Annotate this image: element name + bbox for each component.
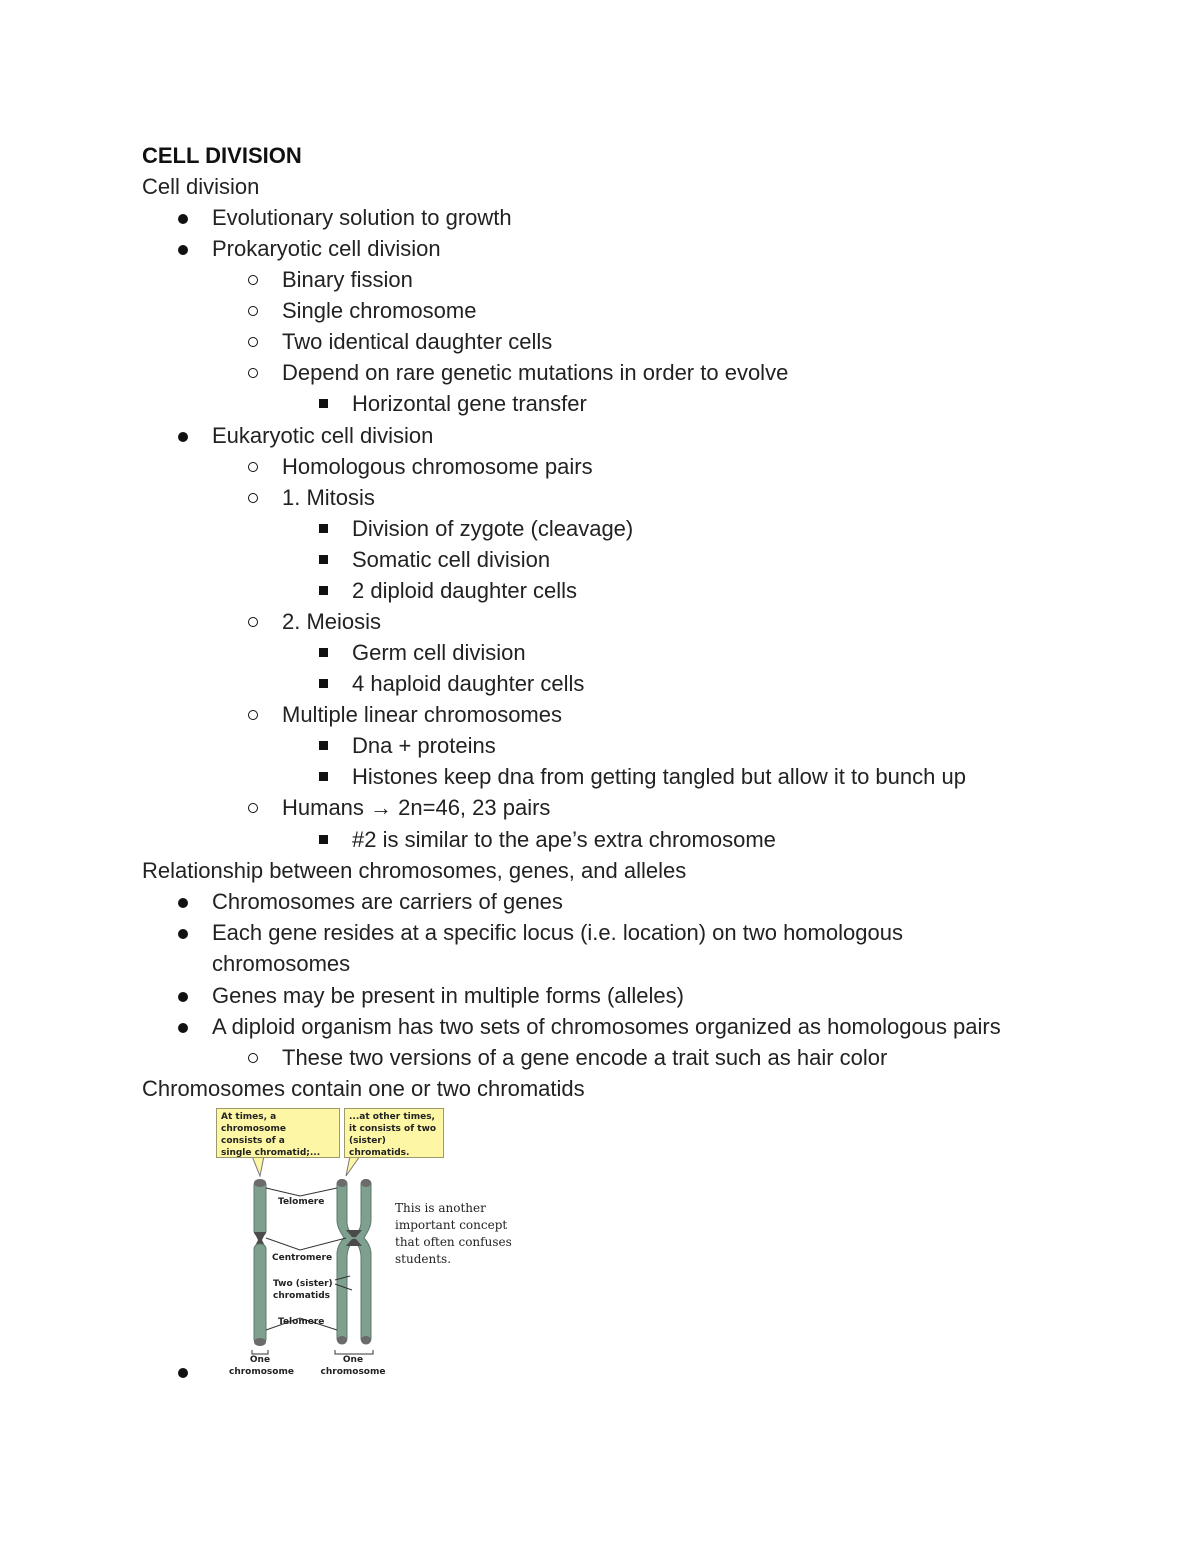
list-item: Horizontal gene transfer: [352, 388, 587, 419]
list-item: 1. Mitosis: [282, 482, 375, 513]
list-item: Genes may be present in multiple forms (alleles): [212, 980, 684, 1011]
list-item: Two identical daughter cells: [282, 326, 552, 357]
empty-bullet: [178, 1368, 188, 1378]
label-line: Two (sister): [273, 1279, 333, 1289]
note-line: students.: [395, 1252, 452, 1266]
callout-pointer-left: [252, 1156, 264, 1176]
note-line: important concept: [395, 1218, 508, 1232]
list-item-continuation: chromosomes: [212, 951, 351, 976]
list-item: A diploid organism has two sets of chromosomes organized as homologous pairs: [212, 1011, 1001, 1042]
callout-two-chromatids: [344, 1108, 444, 1158]
label-line: chromatids: [273, 1291, 331, 1301]
list-item: Homologous chromosome pairs: [282, 451, 593, 482]
list-item: Evolutionary solution to growth: [212, 202, 512, 233]
callout-pointer-right: [346, 1156, 360, 1176]
note-line: This is another: [395, 1201, 486, 1215]
list-item: 2 diploid daughter cells: [352, 575, 577, 606]
callout-text: ...at other times,: [349, 1112, 435, 1122]
label-line: One: [249, 1355, 271, 1365]
label-line: chromosome: [229, 1367, 294, 1377]
list-item: Somatic cell division: [352, 544, 550, 575]
list-item: 4 haploid daughter cells: [352, 668, 584, 699]
list-item: Eukaryotic cell division: [212, 420, 433, 451]
label-sister-chromatids: [273, 1278, 333, 1302]
list-item: Single chromosome: [282, 295, 476, 326]
label-telomere-bottom: Telomere: [278, 1317, 325, 1327]
callout-text: At times, a chromosome: [221, 1112, 286, 1134]
list-item: 2. Meiosis: [282, 606, 381, 637]
callout-text: single chromatid;...: [221, 1148, 321, 1158]
callout-text: (sister) chromatids.: [349, 1136, 410, 1158]
label-centromere: Centromere: [272, 1253, 333, 1263]
section-heading: Chromosomes contain one or two chromatids: [142, 1076, 585, 1101]
page-title: CELL DIVISION: [142, 143, 302, 168]
label-line: chromosome: [320, 1367, 386, 1377]
chromosome-figure: [200, 1104, 520, 1384]
sister-chromatid-chromosome: [337, 1179, 371, 1344]
list-item: Each gene resides at a specific locus (i.e. location) on two homologous: [212, 917, 903, 948]
note-line: that often confuses: [395, 1235, 512, 1249]
label-line: One: [342, 1355, 364, 1365]
label-telomere-top: Telomere: [278, 1197, 325, 1207]
label-one-chromosome-right: [320, 1354, 386, 1378]
list-item: Humans → 2n=46, 23 pairs: [282, 792, 550, 823]
list-item: Division of zygote (cleavage): [352, 513, 633, 544]
list-item: Depend on rare genetic mutations in order to evolve: [282, 357, 788, 388]
list-item: Histones keep dna from getting tangled but allow it to bunch up: [352, 761, 966, 792]
list-item: Multiple linear chromosomes: [282, 699, 562, 730]
label-one-chromosome-left: [229, 1354, 294, 1378]
figure-note: [395, 1200, 515, 1268]
single-chromatid-chromosome: [254, 1179, 266, 1346]
callout-single-chromatid: [216, 1108, 340, 1158]
callout-text: it consists of two: [349, 1124, 437, 1134]
list-item: Germ cell division: [352, 637, 526, 668]
section-heading: Relationship between chromosomes, genes, and alleles: [142, 858, 687, 883]
section-heading: Cell division: [142, 174, 260, 199]
list-item: Binary fission: [282, 264, 413, 295]
list-item: Prokaryotic cell division: [212, 233, 441, 264]
callout-text: consists of a: [221, 1136, 285, 1146]
list-item: #2 is similar to the ape’s extra chromosome: [352, 824, 776, 855]
list-item: These two versions of a gene encode a trait such as hair color: [282, 1042, 887, 1073]
list-item: Dna + proteins: [352, 730, 496, 761]
list-item: Chromosomes are carriers of genes: [212, 886, 563, 917]
